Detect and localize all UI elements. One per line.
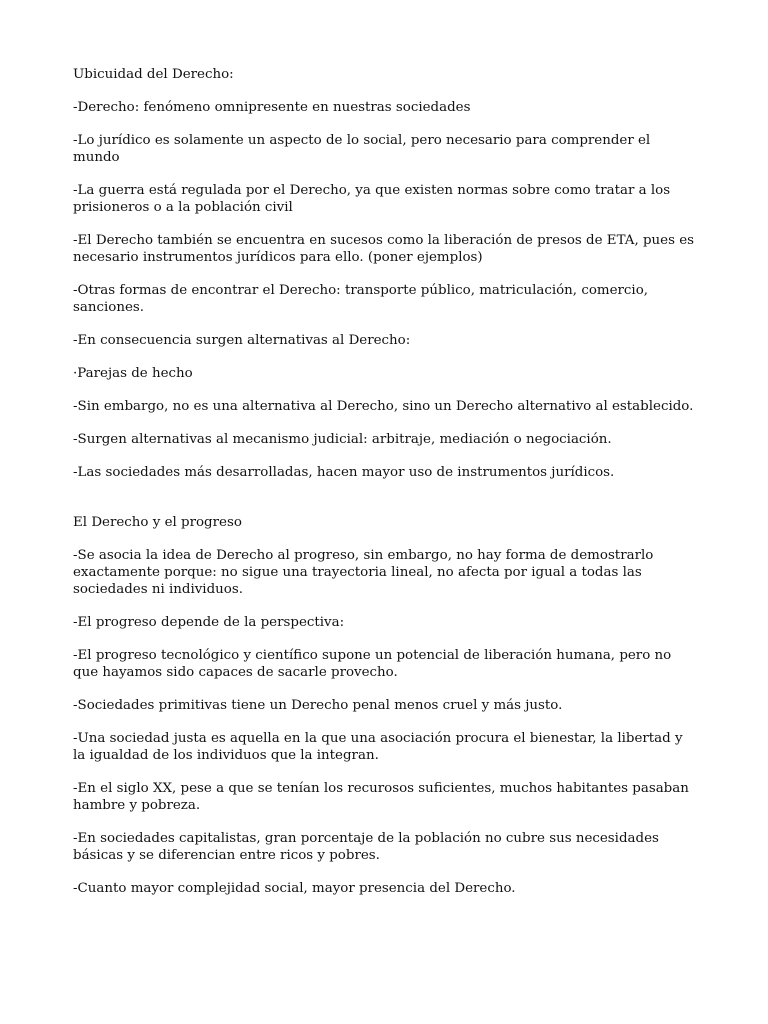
paragraph: -La guerra está regulada por el Derecho, ya que existen normas sobre como tratar a los prisioneros o a la población civil [73, 183, 671, 215]
section-heading-ubicuidad: Ubicuidad del Derecho: [73, 67, 234, 82]
paragraph: -En el siglo XX, pese a que se tenían los recurosos suficientes, muchos habitantes pasaban hambre y pobreza. [73, 781, 689, 813]
paragraph: -Lo jurídico es solamente un aspecto de lo social, pero necesario para comprender el mundo [73, 133, 651, 165]
paragraph: -El progreso tecnológico y científico supone un potencial de liberación humana, pero no que hayamos sido capaces de sacarle provecho. [73, 648, 672, 680]
paragraph: -En consecuencia surgen alternativas al Derecho: [73, 333, 411, 348]
paragraph: -Las sociedades más desarrolladas, hacen mayor uso de instrumentos jurídicos. [73, 465, 615, 480]
paragraph: -Sociedades primitivas tiene un Derecho penal menos cruel y más justo. [73, 698, 563, 713]
paragraph: -En sociedades capitalistas, gran porcentaje de la población no cubre sus necesidades básicas y se diferencian entre ricos y pobres. [73, 831, 659, 863]
section-spacer [73, 497, 698, 514]
paragraph: -El Derecho también se encuentra en sucesos como la liberación de presos de ETA, pues es necesario instrumentos jurídicos para ello. (poner ejemplos) [73, 233, 695, 265]
paragraph: -Una sociedad justa es aquella en la que una asociación procura el bienestar, la libertad y la igualdad de los individuos que la integran. [73, 731, 683, 763]
section-heading-progreso: El Derecho y el progreso [73, 515, 242, 530]
paragraph: -Otras formas de encontrar el Derecho: transporte público, matriculación, comercio, sanciones. [73, 283, 649, 315]
paragraph: -Derecho: fenómeno omnipresente en nuestras sociedades [73, 100, 471, 115]
paragraph: -Surgen alternativas al mecanismo judicial: arbitraje, mediación o negociación. [73, 432, 612, 447]
paragraph: -Se asocia la idea de Derecho al progreso, sin embargo, no hay forma de demostrarlo exactamente porque: no sigue una trayectoria lineal, no afecta por igual a todas las sociedades ni individuos. [73, 548, 654, 597]
paragraph: -El progreso depende de la perspectiva: [73, 615, 345, 630]
document-page [73, 66, 698, 913]
paragraph: -Sin embargo, no es una alternativa al Derecho, sino un Derecho alternativo al establecido. [73, 399, 694, 414]
bullet-item: ·Parejas de hecho [73, 366, 193, 381]
paragraph: -Cuanto mayor complejidad social, mayor presencia del Derecho. [73, 881, 516, 896]
